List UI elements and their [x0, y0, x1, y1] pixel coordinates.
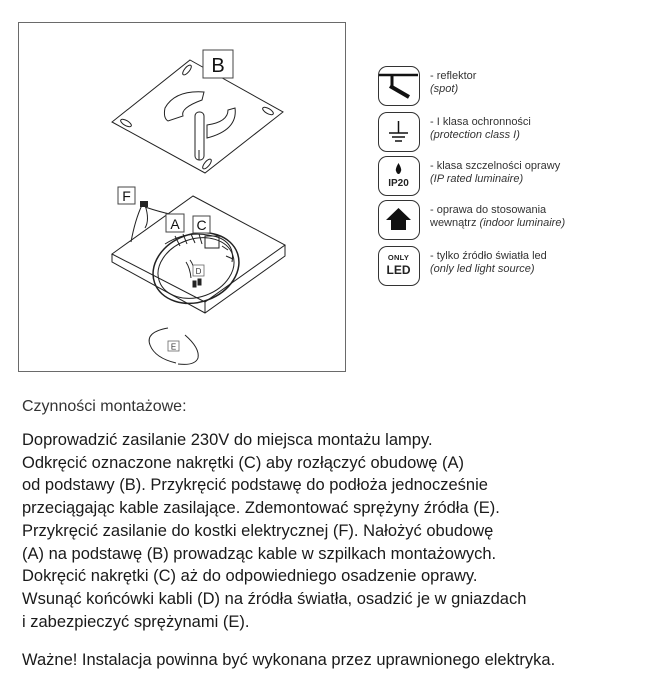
warning-note: Ważne! Instalacja powinna być wykonana przez uprawnionego elektryka.	[22, 651, 556, 669]
instructions-heading: Czynności montażowe:	[22, 398, 187, 415]
spot-icon	[378, 66, 420, 106]
base-plate	[112, 60, 283, 173]
only-led-icon	[378, 246, 420, 286]
legend-item-spot	[378, 66, 648, 116]
instruction-line: (A) na podstawę (B) prowadząc kable w szpilkach montażowych.	[22, 544, 497, 563]
ip-rating-text: IP20	[388, 178, 409, 189]
legend-item-indoor	[378, 200, 648, 250]
legend-label-pl: - oprawa do stosowania	[430, 204, 547, 216]
instruction-line: Odkręcić oznaczone nakrętki (C) aby rozłączyć obudowę (A)	[22, 453, 465, 472]
instruction-line: i zabezpieczyć sprężynami (E).	[22, 612, 250, 631]
legend-label-en: (indoor luminaire)	[479, 217, 566, 229]
callout-d	[193, 265, 204, 276]
led-text: LED	[386, 263, 411, 277]
instruction-line: Dokręcić nakrętki (C) aż do odpowiedniego osadzenie oprawy.	[22, 567, 478, 586]
legend-label-en: (only led light source)	[430, 263, 535, 275]
svg-text:E: E	[170, 342, 177, 352]
instruction-line: Wsunąć końcówki kabli (D) na źródła światła, osadzić je w gniazdach	[22, 589, 527, 608]
housing	[112, 196, 285, 315]
legend-label-en: (protection class I)	[430, 129, 520, 141]
callout-b	[203, 50, 233, 78]
legend-label-en: (IP rated luminaire)	[430, 173, 524, 185]
svg-text:A: A	[170, 216, 180, 232]
legend-label-pl: - klasa szczelności oprawy	[430, 160, 561, 172]
protection-class-1-icon	[378, 112, 420, 152]
legend-label-pl: - reflektor	[430, 70, 477, 82]
svg-text:F: F	[122, 188, 131, 204]
assembly-diagram	[0, 0, 370, 390]
instruction-line: Doprowadzić zasilanie 230V do miejsca montażu lampy.	[22, 431, 433, 449]
instruction-line: od podstawy (B). Przykręcić podstawę do podłoża jednocześnie	[22, 476, 488, 495]
instruction-line: Przykręcić zasilanie do kostki elektrycznej (F). Nałożyć obudowę	[22, 521, 494, 540]
legend-item-protection-class	[378, 112, 648, 162]
callout-f	[118, 187, 135, 204]
instructions-body	[22, 429, 526, 633]
legend-label-pl: - tylko źródło światła led	[430, 250, 547, 262]
ip20-icon	[378, 156, 420, 196]
instruction-line: przeciągając kable zasilające. Zdemontować sprężyny źródła (E).	[22, 499, 500, 518]
only-text: ONLY	[387, 253, 410, 262]
callout-a	[166, 214, 184, 232]
legend-item-only-led	[378, 246, 648, 296]
svg-text:D: D	[195, 267, 202, 276]
legend-item-ip20	[378, 156, 648, 206]
terminal-block	[140, 201, 148, 207]
legend-label-pl: - I klasa ochronności	[430, 116, 531, 128]
indoor-house-icon	[378, 200, 420, 240]
svg-text:C: C	[196, 217, 207, 233]
callout-e	[168, 341, 179, 352]
legend-label-pl-cont: wewnątrz	[430, 217, 477, 229]
label-b: B	[211, 55, 225, 77]
legend-label-en: (spot)	[430, 83, 459, 95]
callout-c	[193, 216, 210, 233]
